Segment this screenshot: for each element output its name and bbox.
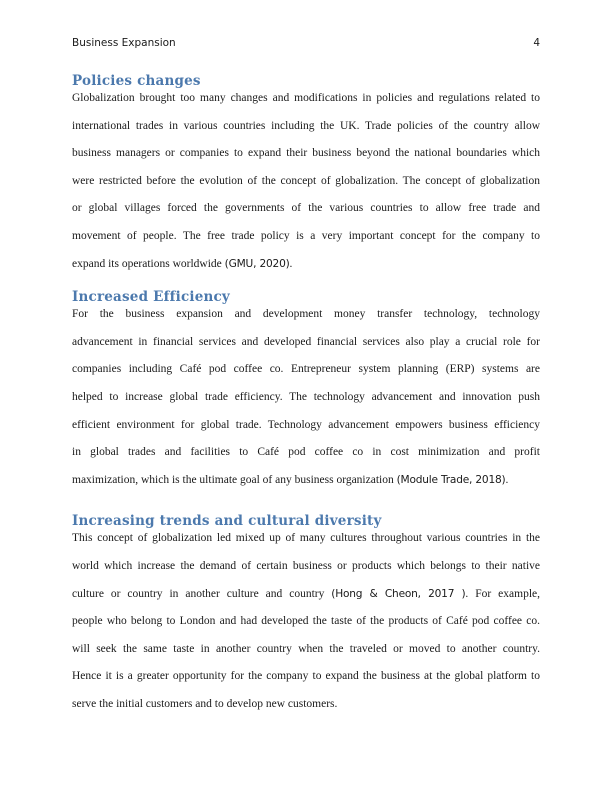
section-heading: Increasing trends and cultural diversity xyxy=(72,513,382,530)
body-text: business managers or companies to expand their business beyond the national boundaries which xyxy=(72,147,540,160)
paragraph-line xyxy=(72,553,540,581)
citation: (Hong & Cheon, 2017 ) xyxy=(331,587,466,600)
body-text: maximization, which is the ultimate goal of any business organization xyxy=(72,473,397,486)
paragraph-line xyxy=(72,691,540,719)
body-text: efficient environment for global trade. Technology advancement empowers business efficiency xyxy=(72,418,540,431)
citation: (GMU, 2020) xyxy=(224,257,290,270)
running-header-title: Business Expansion xyxy=(72,37,176,49)
paragraph xyxy=(72,85,540,278)
body-text: movement of people. The free trade policy is a very important concept for the company to xyxy=(72,229,540,242)
body-text: in global trades and facilities to Café pod coffee co in cost minimization and profit xyxy=(72,446,540,459)
paragraph-line xyxy=(72,663,540,691)
section-heading: Increased Efficiency xyxy=(72,289,230,306)
section-increased-efficiency xyxy=(72,290,540,494)
paragraph-line xyxy=(72,439,540,467)
section-increasing-trends-cultural-diversity xyxy=(72,514,540,718)
body-text: culture or country in another culture and country xyxy=(72,587,332,600)
paragraph-line xyxy=(72,329,540,357)
body-text: This concept of globalization led mixed up of many cultures throughout various countries in the xyxy=(72,532,540,545)
paragraph-line xyxy=(72,636,540,664)
paragraph-line xyxy=(72,140,540,168)
paragraph xyxy=(72,301,540,494)
body-text: international trades in various countries including the UK. Trade policies of the country allow xyxy=(72,119,540,132)
paragraph-line xyxy=(72,251,540,279)
body-text: or global villages forced the governments of the various countries to allow free trade and xyxy=(72,202,540,215)
body-text: Globalization brought too many changes and modifications in policies and regulations related to xyxy=(72,92,540,104)
paragraph-line xyxy=(72,384,540,412)
page-number: 4 xyxy=(533,37,540,49)
paragraph-line xyxy=(72,301,540,329)
paragraph-line xyxy=(72,168,540,196)
paragraph-line xyxy=(72,608,540,636)
paragraph-line xyxy=(72,113,540,141)
paragraph-line xyxy=(72,85,540,113)
body-text: expand its operations worldwide xyxy=(72,257,225,270)
paragraph xyxy=(72,525,540,718)
paragraph-line xyxy=(72,356,540,384)
paragraph-line xyxy=(72,467,540,495)
section-policies-changes xyxy=(72,74,540,278)
body-text: . For example, xyxy=(465,587,540,600)
paragraph-line xyxy=(72,195,540,223)
body-text: were restricted before the evolution of the concept of globalization. The concept of globalization xyxy=(72,174,540,187)
body-text: advancement in financial services and developed financial services also play a crucial role for xyxy=(72,335,540,348)
body-text: world which increase the demand of certain business or products which belongs to their native xyxy=(72,559,540,572)
body-text: . xyxy=(505,473,509,486)
paragraph-line xyxy=(72,223,540,251)
citation: (Module Trade, 2018) xyxy=(396,473,506,486)
paragraph-line xyxy=(72,412,540,440)
body-text: serve the initial customers and to develop new customers. xyxy=(72,697,338,710)
body-text: will seek the same taste in another country when the traveled or moved to another country. xyxy=(72,642,540,655)
body-text: helped to increase global trade efficiency. The technology advancement and innovation push xyxy=(72,390,540,403)
body-text: companies including Café pod coffee co. Entrepreneur system planning (ERP) systems are xyxy=(72,363,540,376)
body-text: . xyxy=(289,257,293,270)
body-text: For the business expansion and development money transfer technology, technology xyxy=(72,308,540,321)
body-text: Hence it is a greater opportunity for the company to expand the business at the global platform to xyxy=(72,670,540,683)
section-heading: Policies changes xyxy=(72,73,201,89)
body-text: people who belong to London and had developed the taste of the products of Café pod coffee co. xyxy=(72,615,540,628)
paragraph-line xyxy=(72,581,540,609)
page-header xyxy=(72,36,540,50)
paragraph-line xyxy=(72,525,540,553)
